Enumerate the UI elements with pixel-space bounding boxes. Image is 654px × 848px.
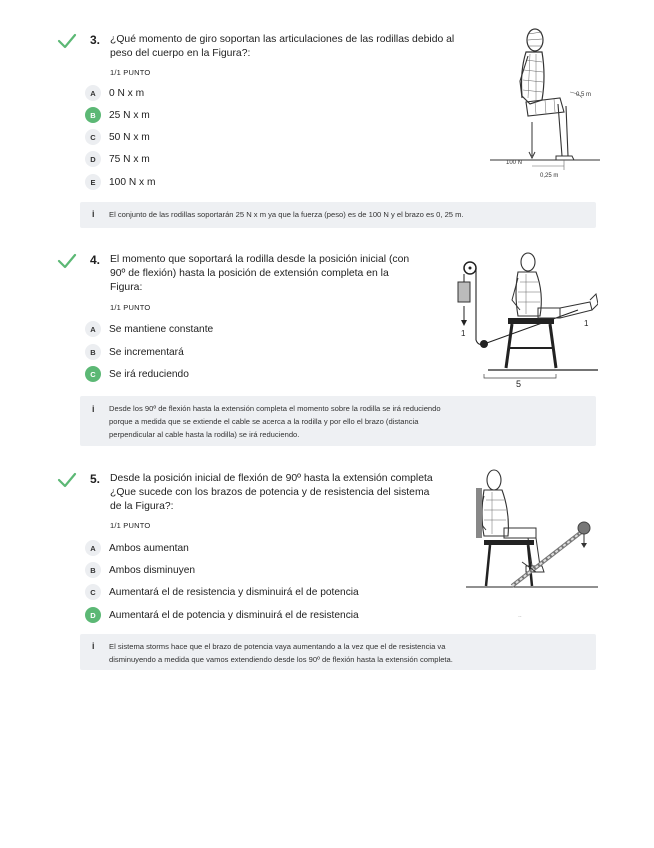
option-a[interactable]	[85, 85, 144, 101]
option-text: Aumentará el de potencia y disminuirá el de resistencia	[109, 609, 359, 621]
option-text: 0 N x m	[109, 87, 145, 99]
option-text: 50 N x m	[109, 131, 150, 143]
feedback-text: El sistema storms hace que el brazo de potencia vaya aumentando a la vez que el de resistencia va disminuyendo a medida que vamos extendiendo desde los 90º de flexión hasta la extensión completa.	[109, 642, 453, 664]
option-text: 25 N x m	[109, 109, 150, 121]
option-text: Se incrementará	[109, 346, 184, 358]
question-number: 5.	[90, 472, 101, 486]
option-c[interactable]	[85, 129, 150, 145]
check-icon	[57, 33, 77, 49]
question-text: Desde la posición inicial de flexión de 90º hasta la extensión completa ¿Que sucede con los brazos de potencia y de resistencia del sistema de la Figura?:	[110, 473, 433, 512]
option-text: Se mantiene constante	[109, 323, 214, 335]
option-text: 100 N x m	[109, 176, 156, 188]
option-a[interactable]	[85, 540, 189, 556]
option-letter: A	[85, 321, 101, 337]
option-a[interactable]	[85, 321, 213, 337]
figure-label-half-meter: 0,5 m	[576, 92, 592, 98]
squat-figure	[490, 26, 600, 182]
svg-text:·∙: ·∙	[518, 614, 522, 620]
option-letter: B	[85, 344, 101, 360]
option-letter: E	[85, 174, 101, 190]
option-letter-selected: B	[85, 107, 101, 123]
info-icon: i	[92, 404, 95, 414]
feedback-box	[80, 202, 596, 228]
option-letter: A	[85, 85, 101, 101]
figure-label-one-left: 1	[461, 329, 466, 338]
figure-label-quarter-meter: 0,25 m	[540, 173, 559, 179]
option-c[interactable]	[85, 584, 359, 600]
check-icon	[57, 472, 77, 488]
figure-label-weight: 100 N	[506, 160, 523, 166]
option-text: Ambos aumentan	[109, 542, 189, 554]
knee-extension-figure	[448, 248, 598, 388]
points-label: 1/1 PUNTO	[110, 68, 151, 77]
points-label: 1/1 PUNTO	[110, 303, 151, 312]
question-number: 3.	[90, 33, 101, 47]
figure-label-one-right: 1	[584, 319, 589, 328]
option-text: Ambos disminuyen	[109, 564, 196, 576]
storms-figure	[466, 466, 598, 626]
check-icon	[57, 253, 77, 269]
option-d[interactable]	[85, 151, 150, 167]
info-icon: i	[92, 641, 95, 651]
option-d[interactable]	[85, 607, 359, 623]
figure-label-five: 5	[516, 379, 522, 388]
option-letter: C	[85, 129, 101, 145]
option-c[interactable]	[85, 366, 189, 382]
option-text: Se irá reduciendo	[109, 368, 189, 380]
feedback-text: Desde los 90º de flexión hasta la extensión completa el momento sobre la rodilla se irá reduciendo porque a medida que se extiende el cable se acerca a la rodilla y por ello el brazo (distancia perpendicular al cable hasta la rodilla) se irá reduciendo.	[109, 404, 441, 439]
option-b[interactable]	[85, 562, 195, 578]
option-b[interactable]	[85, 344, 184, 360]
info-icon: i	[92, 209, 95, 219]
feedback-text: El conjunto de las rodillas soportarán 25 N x m ya que la fuerza (peso) es de 100 N y el brazo es 0, 25 m.	[109, 210, 464, 219]
option-letter-selected: C	[85, 366, 101, 382]
option-text: Aumentará el de resistencia y disminuirá el de potencia	[109, 586, 359, 598]
option-letter: D	[85, 151, 101, 167]
feedback-box	[80, 634, 596, 670]
points-label: 1/1 PUNTO	[110, 521, 151, 530]
question-text: El momento que soportará la rodilla desde la posición inicial (con 90º de flexión) hasta la posición de extensión completa en la Figura:	[110, 254, 410, 293]
option-letter-selected: D	[85, 607, 101, 623]
option-b[interactable]	[85, 107, 150, 123]
question-text: ¿Qué momento de giro soportan las articulaciones de las rodillas debido al peso del cuerpo en la Figura?:	[110, 34, 455, 59]
option-text: 75 N x m	[109, 153, 150, 165]
feedback-box	[80, 396, 596, 446]
option-e[interactable]	[85, 174, 155, 190]
question-number: 4.	[90, 253, 101, 267]
option-letter: C	[85, 584, 101, 600]
option-letter: A	[85, 540, 101, 556]
option-letter: B	[85, 562, 101, 578]
